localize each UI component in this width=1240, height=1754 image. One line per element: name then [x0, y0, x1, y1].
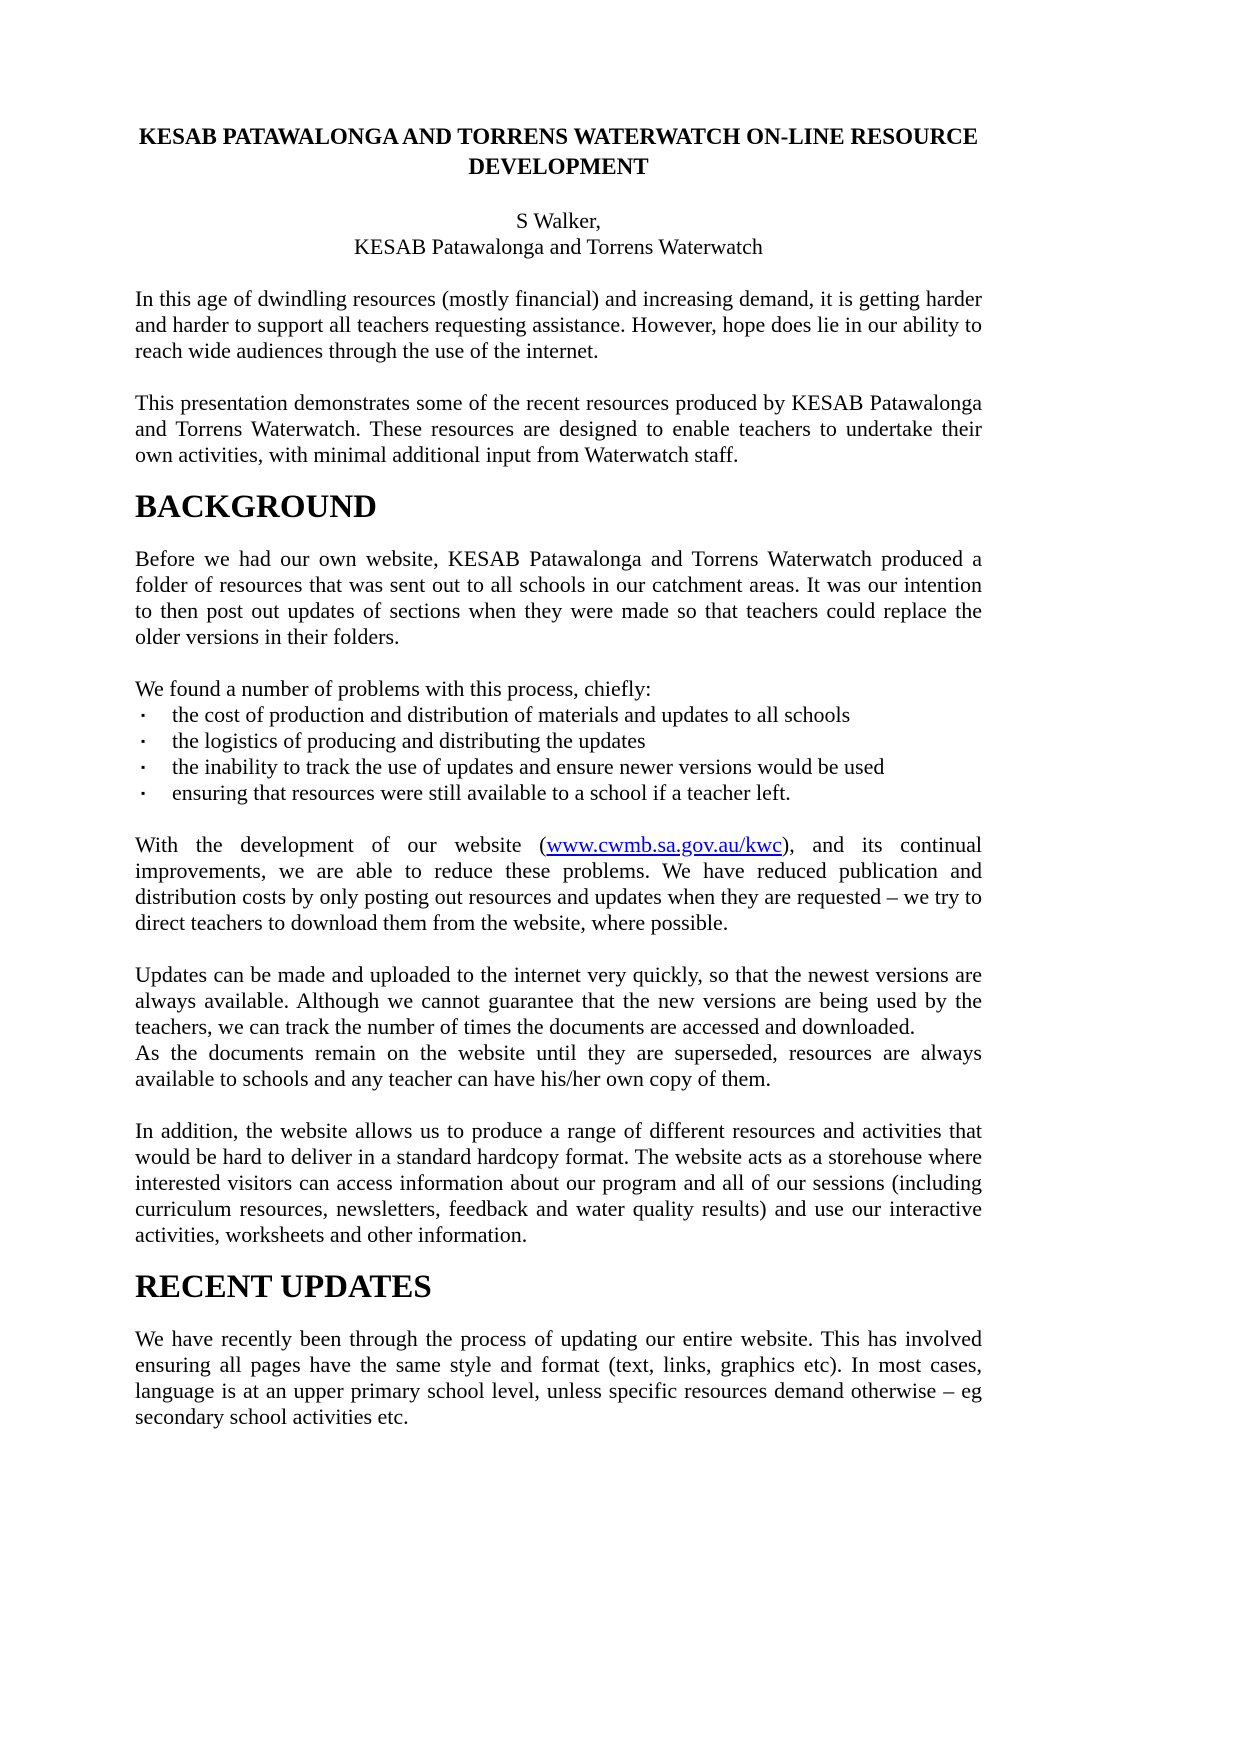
- list-item: [135, 754, 982, 780]
- list-item-text: ensuring that resources were still available to a school if a teacher left.: [172, 780, 791, 805]
- updates-paragraph-part-2: As the documents remain on the website until they are superseded, resources are always available to schools and any teacher can have his/her own copy of them.: [135, 1040, 982, 1091]
- problems-bullet-list: [135, 702, 982, 806]
- square-bullet-icon: ▪: [141, 786, 146, 800]
- text-run: With the development of our website (: [135, 832, 547, 857]
- document-title: KESAB PATAWALONGA AND TORRENS WATERWATCH ON-LINE RESOURCE DEVELOPMENT: [138, 124, 979, 179]
- list-item: [135, 728, 982, 754]
- website-link[interactable]: www.cwmb.sa.gov.au/kwc: [546, 832, 782, 857]
- recent-updates-paragraph: We have recently been through the process of updating our entire website. This has involved ensuring all pages have the same style and format (text, links, graphics etc). In most cases, language is at an upper primary school level, unless specific resources demand otherwise – eg secondary school activities etc.: [135, 1326, 982, 1429]
- updates-paragraph-part-1: Updates can be made and uploaded to the internet very quickly, so that the newest versions are always available. Although we cannot guarantee that the new versions are being used by the teachers, we can track the number of times the documents are accessed and downloaded.: [135, 962, 982, 1039]
- author-block: [135, 208, 982, 260]
- list-item: [135, 702, 982, 728]
- section-heading-background: BACKGROUND: [135, 489, 378, 525]
- square-bullet-icon: ▪: [141, 708, 146, 722]
- problems-intro: We found a number of problems with this process, chiefly:: [135, 676, 652, 701]
- list-item: [135, 780, 982, 806]
- author-affiliation: KESAB Patawalonga and Torrens Waterwatch: [354, 234, 763, 259]
- intro-paragraph-1: In this age of dwindling resources (mostly financial) and increasing demand, it is getting harder and harder to support all teachers requesting assistance. However, hope does lie in our ability to reach wide audiences through the use of the internet.: [135, 286, 982, 363]
- author-name: S Walker,: [516, 208, 601, 233]
- square-bullet-icon: ▪: [141, 760, 146, 774]
- updates-paragraph: [135, 962, 982, 1092]
- list-item-text: the inability to track the use of updates and ensure newer versions would be used: [172, 754, 885, 779]
- addition-paragraph: In addition, the website allows us to produce a range of different resources and activities that would be hard to deliver in a standard hardcopy format. The website acts as a storehouse where interested visitors can access information about our program and all of our sessions (including curriculum resources, newsletters, feedback and water quality results) and use our interactive activities, worksheets and other information.: [135, 1118, 982, 1247]
- list-item-text: the logistics of producing and distributing the updates: [172, 728, 646, 753]
- website-paragraph: [135, 832, 982, 936]
- list-item-text: the cost of production and distribution of materials and updates to all schools: [172, 702, 851, 727]
- intro-paragraph-2: This presentation demonstrates some of the recent resources produced by KESAB Patawalonga and Torrens Waterwatch. These resources are designed to enable teachers to undertake their own activities, with minimal additional input from Waterwatch staff.: [135, 390, 982, 467]
- background-paragraph-1: Before we had our own website, KESAB Patawalonga and Torrens Waterwatch produced a folder of resources that was sent out to all schools in our catchment areas. It was our intention to then post out updates of sections when they were made so that teachers could replace the older versions in their folders.: [135, 546, 982, 649]
- text-run: ), and its continual improvements, we are able to reduce these problems. We have reduced publication and distribution costs by only posting out resources and updates when they are requested – we try to direct teachers to download them from the website, where possible.: [135, 832, 982, 935]
- section-heading-recent-updates: RECENT UPDATES: [135, 1269, 432, 1305]
- square-bullet-icon: ▪: [141, 734, 146, 748]
